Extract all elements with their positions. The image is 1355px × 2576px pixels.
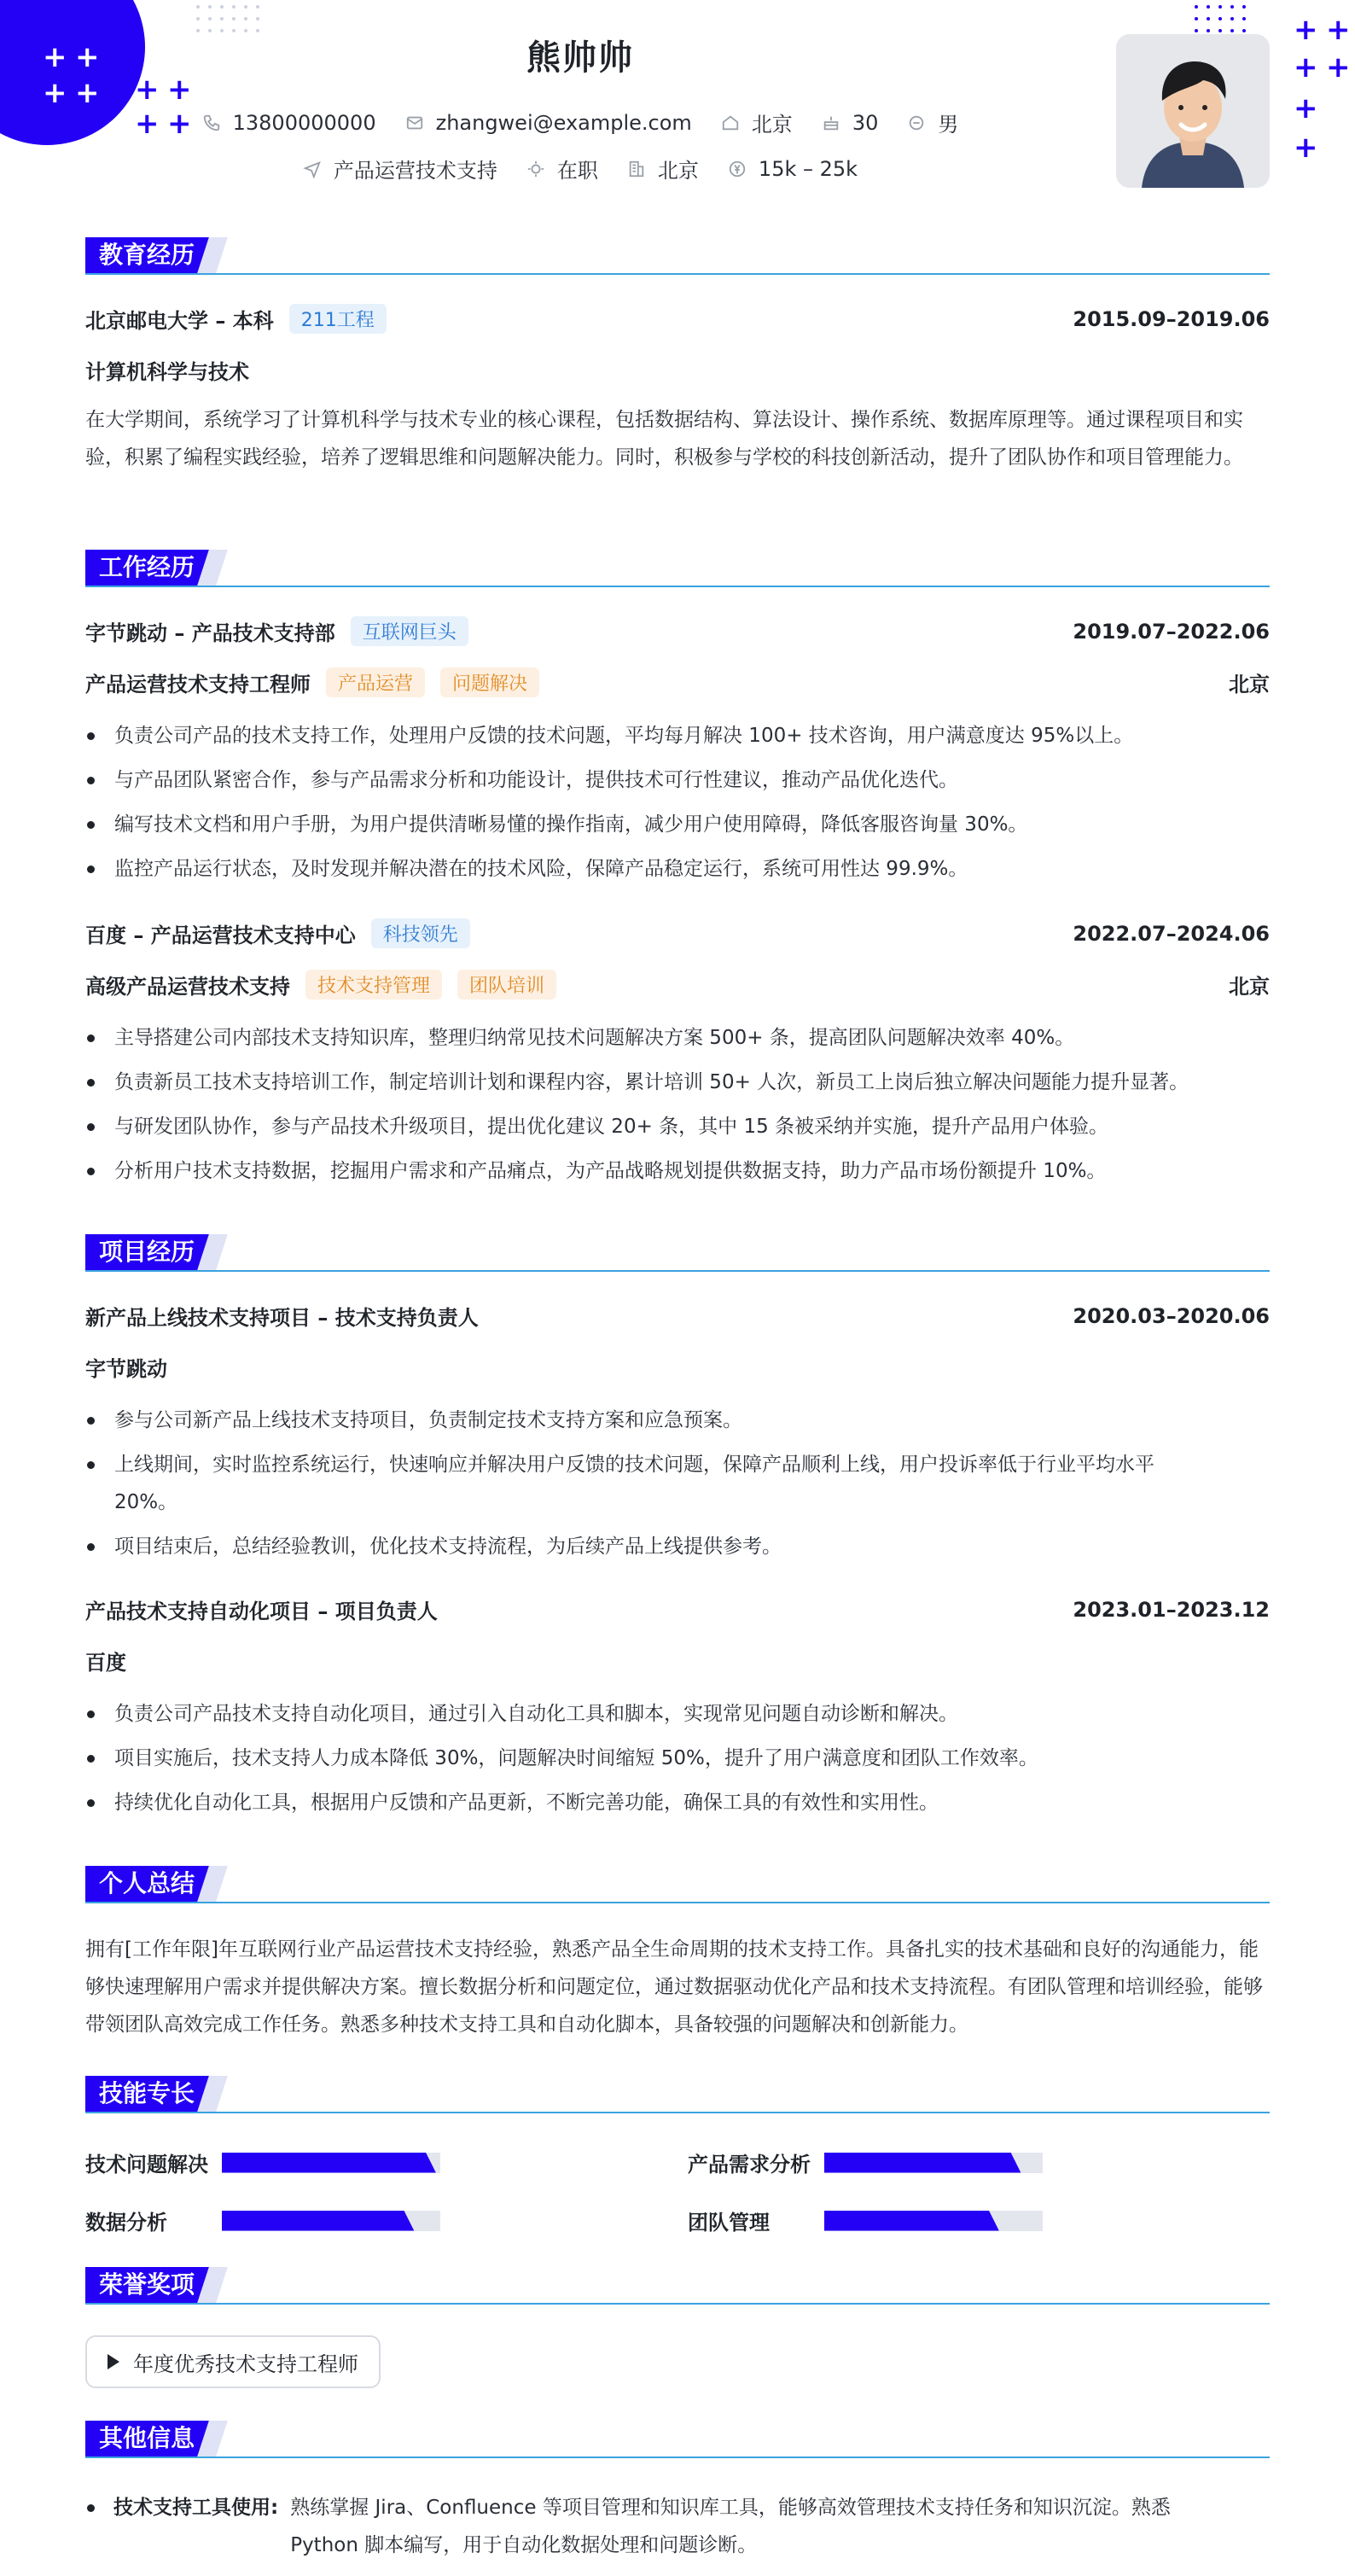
section-divider: [85, 1902, 1270, 1903]
plus-icon: +: [135, 73, 160, 107]
project-bullets: [85, 1692, 1220, 1825]
education-major-row: [85, 355, 1270, 385]
list-item: 持续优化自动化工具，根据用户反馈和产品更新，不断完善功能，确保工具的有效性和实用性。: [85, 1780, 1220, 1825]
gender-text: 男: [938, 113, 959, 137]
decorative-dot: [1218, 5, 1222, 9]
role-tag: 产品运营: [326, 667, 425, 697]
decorative-dot: [1218, 29, 1222, 32]
job-date: 2022.07–2024.06: [1073, 921, 1270, 946]
section-summary: [85, 1866, 1270, 1903]
project-org: 百度: [85, 1651, 126, 1675]
list-item: 负责公司产品的技术支持工作，处理用户反馈的技术问题，平均每月解决 100+ 技术咨询，用户满意度达 95%以上。: [85, 714, 1220, 758]
phone-icon: [202, 114, 221, 132]
bullet-dot: [87, 2504, 95, 2512]
skill-item: [85, 2206, 440, 2235]
home-icon: [721, 114, 740, 132]
section-divider: [85, 273, 1270, 275]
project-header-row: [85, 1301, 1270, 1331]
skill-item: [688, 2148, 1043, 2177]
decorative-dot: [196, 17, 200, 20]
skill-bar: [222, 2153, 440, 2173]
section-divider: [85, 2457, 1270, 2458]
section-divider: [85, 2112, 1270, 2113]
job-date: 2019.07–2022.06: [1073, 619, 1270, 644]
list-item: 监控产品运行状态，及时发现并解决潜在的技术风险，保障产品稳定运行，系统可用性达 99.9%。: [85, 847, 1220, 891]
project-org: 字节跳动: [85, 1357, 167, 1381]
list-item: 参与公司新产品上线技术支持项目，负责制定技术支持方案和应急预案。: [85, 1398, 1220, 1442]
section-skills: [85, 2076, 1270, 2113]
salary-text: 15k – 25k: [758, 156, 858, 181]
summary-text: 拥有[工作年限]年互联网行业产品运营技术支持经验，熟悉产品全生命周期的技术支持工作。具备扎实的技术基础和良好的沟通能力，能够快速理解用户需求并提供解决方案。擅长数据分析和问题定位，通过数据驱动优化产品和技术支持流程。有团队管理和培训经验，能够带领团队高效完成工作任务。熟悉多种技术支持工具和自动化脚本，具备较强的问题解决和创新能力。: [85, 1938, 1263, 2036]
phone-text: 13800000000: [232, 110, 376, 135]
list-item: 负责公司产品技术支持自动化项目，通过引入自动化工具和脚本，实现常见问题自动诊断和解决。: [85, 1692, 1220, 1736]
plus-icon: +: [43, 40, 67, 74]
decorative-dot-grid: [1195, 5, 1246, 32]
decorative-dot: [1207, 5, 1210, 9]
job-city: 北京: [1229, 673, 1270, 696]
skill-bar-fill: [824, 2153, 1021, 2173]
send-icon: [303, 160, 322, 178]
skill-name: 数据分析: [85, 2211, 167, 2235]
decorative-dot: [244, 17, 247, 20]
city-item: [627, 154, 699, 184]
section-education: [85, 237, 1270, 275]
skill-bar-fill: [824, 2211, 999, 2231]
plus-icon: +: [1294, 50, 1318, 85]
job-role: 高级产品运营技术支持: [85, 975, 290, 999]
plus-icon: +: [167, 73, 192, 107]
major: 计算机科学与技术: [85, 360, 249, 384]
list-item: 与产品团队紧密合作，参与产品需求分析和功能设计，提供技术可行性建议，推动产品优化迭代。: [85, 758, 1220, 802]
project-date: 2020.03–2020.06: [1073, 1303, 1270, 1328]
decorative-dot: [196, 5, 200, 9]
decorative-dot: [220, 17, 224, 20]
project-header-row: [85, 1594, 1270, 1624]
plus-icon: +: [1326, 50, 1351, 85]
decorative-dot: [1207, 29, 1210, 32]
decorative-dot: [1230, 17, 1234, 20]
section-title: 教育经历: [85, 237, 210, 273]
plus-icon: +: [43, 76, 67, 110]
decorative-dot: [1242, 17, 1246, 20]
gender-icon: [907, 114, 926, 132]
role-tag: 问题解决: [440, 667, 539, 697]
job-header-row: [85, 616, 1270, 646]
location-text: 北京: [751, 113, 793, 137]
project-name: 新产品上线技术支持项目 – 技术支持负责人: [85, 1306, 479, 1330]
plus-icon: +: [1294, 13, 1318, 47]
company-tag: 科技领先: [371, 918, 470, 948]
avatar-portrait-image: [1116, 34, 1270, 188]
skill-name: 技术问题解决: [85, 2153, 208, 2177]
section-divider: [85, 2303, 1270, 2305]
plus-icon: +: [167, 107, 192, 141]
company-name: 百度 – 产品运营技术支持中心: [85, 924, 356, 947]
list-item: 负责新员工技术支持培训工作，制定培训计划和课程内容，累计培训 50+ 人次，新员工上岗后独立解决问题能力提升显著。: [85, 1060, 1220, 1104]
email-item: [405, 111, 692, 135]
job-role-row: [85, 970, 1270, 1000]
plus-icon: +: [75, 76, 100, 110]
decorative-dot: [1230, 5, 1234, 9]
job-intent-row: [0, 154, 1160, 184]
other-info-item: [85, 2489, 1220, 2564]
list-item: 主导搭建公司内部技术支持知识库，整理归纳常见技术问题解决方案 500+ 条，提高团队问题解决效率 40%。: [85, 1016, 1220, 1060]
plus-icon: +: [135, 107, 160, 141]
education-description: 在大学期间，系统学习了计算机科学与技术专业的核心课程，包括数据结构、算法设计、操作系统、数据库原理等。通过课程项目和实验，积累了编程实践经验，培养了逻辑思维和问题解决能力。同时，积极参与学校的科技创新活动，提升了团队协作和项目管理能力。: [85, 409, 1243, 469]
section-title: 项目经历: [85, 1234, 210, 1270]
decorative-dot: [208, 5, 212, 9]
section-work: [85, 550, 1270, 587]
decorative-dot: [232, 5, 236, 9]
section-other: [85, 2421, 1270, 2458]
project-bullets: [85, 1398, 1220, 1569]
decorative-dot: [220, 5, 224, 9]
list-item: 分析用户技术支持数据，挖掘用户需求和产品痛点，为产品战略规划提供数据支持，助力产品市场份额提升 10%。: [85, 1149, 1220, 1193]
school-tag: 211工程: [289, 304, 387, 334]
section-title: 技能专长: [85, 2076, 210, 2112]
section-title: 其他信息: [85, 2421, 210, 2457]
job-bullets: [85, 1016, 1220, 1193]
plus-icon: +: [1326, 13, 1351, 47]
project-org-row: [85, 1646, 1270, 1676]
section-title: 个人总结: [85, 1866, 210, 1902]
location-item: [721, 108, 793, 137]
school-name: 北京邮电大学 – 本科: [85, 309, 274, 333]
education-date: 2015.09–2019.06: [1073, 306, 1270, 331]
skill-bar-fill: [222, 2153, 436, 2173]
section-projects: [85, 1234, 1270, 1272]
position-item: [303, 154, 497, 184]
candidate-name: 熊帅帅: [526, 38, 634, 78]
list-item: 编写技术文档和用户手册，为用户提供清晰易懂的操作指南，减少用户使用障碍，降低客服咨询量 30%。: [85, 802, 1220, 847]
skill-item: [85, 2148, 440, 2177]
list-item: 上线期间，实时监控系统运行，快速响应并解决用户反馈的技术问题，保障产品顺利上线，用户投诉率低于行业平均水平 20%。: [85, 1442, 1220, 1524]
decorative-dot: [1230, 29, 1234, 32]
decorative-dot: [1242, 29, 1246, 32]
list-item: 项目结束后，总结经验教训，优化技术支持流程，为后续产品上线提供参考。: [85, 1524, 1220, 1569]
salary-item: [728, 157, 858, 181]
age-item: [822, 111, 879, 135]
plus-icon: +: [1294, 131, 1318, 165]
section-honors: [85, 2267, 1270, 2305]
skill-bar: [222, 2211, 440, 2231]
decorative-dot: [1218, 17, 1222, 20]
contact-row: [0, 107, 1160, 141]
status-text: 在职: [556, 159, 598, 183]
award-text: 年度优秀技术支持工程师: [133, 2352, 358, 2376]
plus-icon: +: [75, 40, 100, 74]
skill-bar-fill: [222, 2211, 414, 2231]
status-icon: [526, 160, 545, 178]
job-bullets: [85, 714, 1220, 891]
phone-item: [202, 111, 376, 135]
cake-icon: [822, 114, 840, 132]
list-item: 项目实施后，技术支持人力成本降低 30%，问题解决时间缩短 50%，提升了用户满意度和团队工作效率。: [85, 1736, 1220, 1780]
decorative-dot-grid: [196, 5, 259, 32]
age-text: 30: [852, 110, 879, 135]
section-divider: [85, 586, 1270, 587]
decorative-dot: [1195, 5, 1198, 9]
avatar: [1116, 34, 1270, 188]
company-tag: 互联网巨头: [351, 616, 468, 646]
list-item: 与研发团队协作，参与产品技术升级项目，提出优化建议 20+ 条，其中 15 条被采纳并实施，提升产品用户体验。: [85, 1104, 1220, 1149]
section-title: 荣誉奖项: [85, 2267, 210, 2303]
award-item: [85, 2335, 381, 2388]
section-divider: [85, 1270, 1270, 1272]
job-city: 北京: [1229, 975, 1270, 999]
job-role-row: [85, 667, 1270, 697]
building-icon: [627, 160, 646, 178]
role-tag: 技术支持管理: [305, 970, 442, 1000]
email-text: zhangwei@example.com: [435, 110, 692, 135]
job-role: 产品运营技术支持工程师: [85, 673, 311, 696]
plus-icon: +: [1294, 91, 1318, 125]
decorative-dot: [1207, 17, 1210, 20]
section-title: 工作经历: [85, 550, 210, 586]
city-text: 北京: [657, 159, 699, 183]
decorative-dot: [1242, 5, 1246, 9]
role-tag: 团队培训: [457, 970, 556, 1000]
decorative-dot: [232, 17, 236, 20]
skill-bar: [824, 2153, 1043, 2173]
skill-bar: [824, 2211, 1043, 2231]
play-icon: [108, 2354, 119, 2369]
decorative-dot: [208, 17, 212, 20]
position-text: 产品运营技术支持: [333, 159, 497, 183]
decorative-dot: [1195, 17, 1198, 20]
education-header-row: [85, 304, 1270, 334]
project-org-row: [85, 1352, 1270, 1382]
other-info-value: 熟练掌握 Jira、Confluence 等项目管理和知识库工具，能够高效管理技术支持任务和知识沉淀。熟悉 Python 脚本编写，用于自动化数据处理和问题诊断。: [290, 2497, 1171, 2556]
skill-name: 产品需求分析: [688, 2153, 811, 2177]
decorative-dot: [244, 5, 247, 9]
other-info-key: 技术支持工具使用:: [113, 2497, 279, 2519]
mail-icon: [405, 114, 424, 132]
yen-icon: [728, 160, 747, 178]
skill-name: 团队管理: [688, 2211, 770, 2235]
job-header-row: [85, 918, 1270, 948]
skill-item: [688, 2206, 1043, 2235]
status-item: [526, 154, 598, 184]
project-name: 产品技术支持自动化项目 – 项目负责人: [85, 1600, 438, 1623]
decorative-dot: [256, 5, 259, 9]
decorative-dot: [1195, 29, 1198, 32]
decorative-dot: [256, 17, 259, 20]
company-name: 字节跳动 – 产品技术支持部: [85, 621, 335, 645]
gender-item: [907, 108, 958, 137]
project-date: 2023.01–2023.12: [1073, 1597, 1270, 1622]
